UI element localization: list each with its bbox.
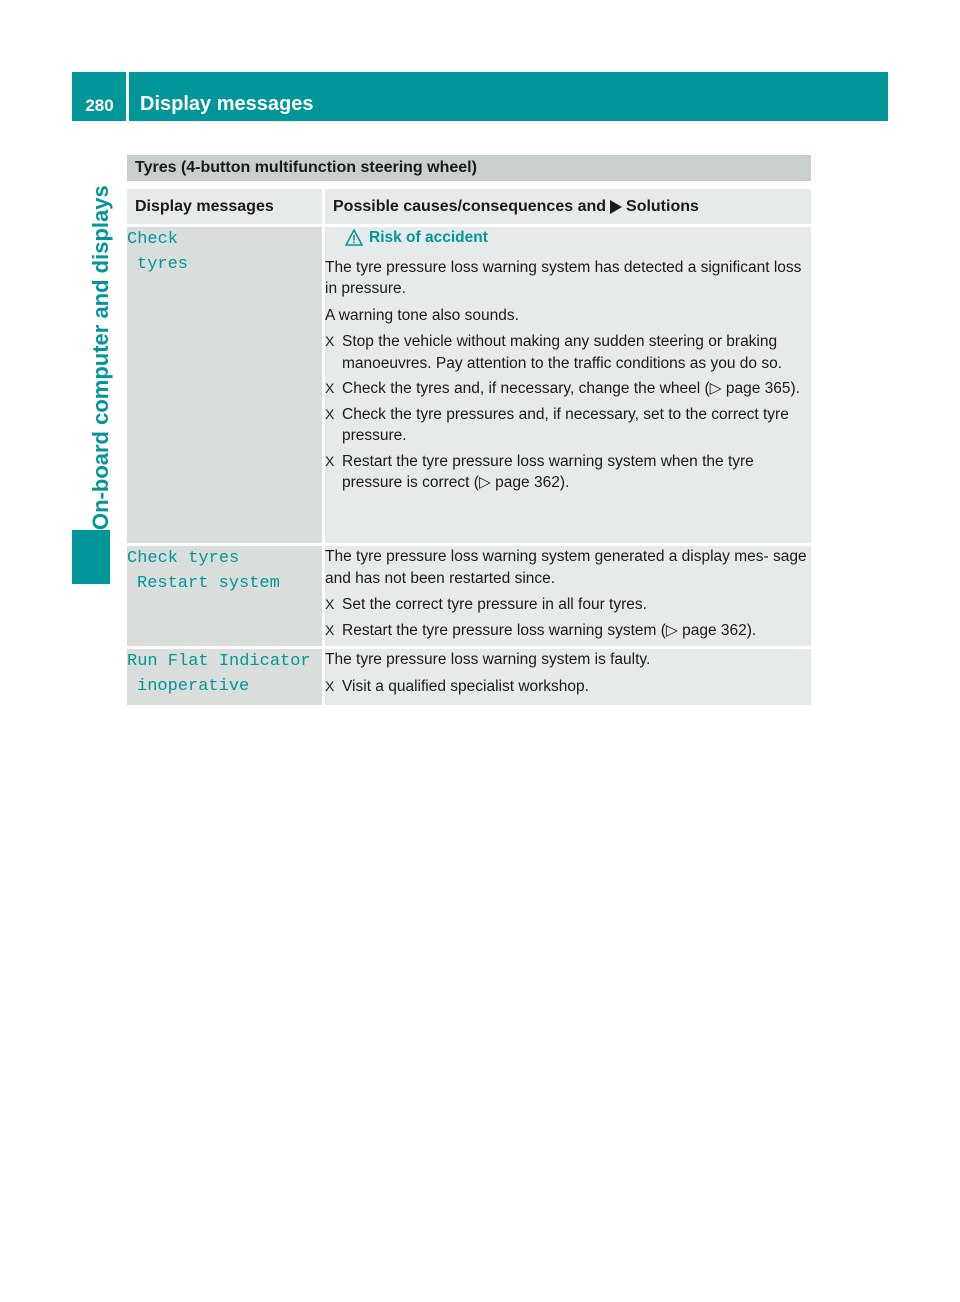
display-message-line1: Check tyres [127, 549, 240, 568]
step-arrow-icon: X [325, 621, 335, 638]
display-message-line2: inoperative [137, 677, 250, 696]
table-title: Tyres (4-button multifunction steering wheel) [127, 155, 811, 181]
step-arrow-icon: X [325, 677, 335, 694]
header-divider [126, 72, 129, 121]
display-message-cell [127, 649, 324, 705]
table-row [127, 546, 811, 646]
solution-step: X Stop the vehicle without making any sudden steering or braking manoeuvres. Pay attention to the traffic conditions as you do so. [325, 333, 783, 372]
display-message-line2: Restart system [137, 574, 280, 593]
col-header-display-messages: Display messages [127, 189, 324, 224]
solution-step: X Restart the tyre pressure loss warning system (▷ page 362). [325, 620, 811, 642]
step-arrow-icon: X [325, 452, 335, 469]
warning-label: Risk of accident [369, 229, 488, 246]
page-title: Display messages [140, 93, 314, 115]
description-text: The tyre pressure loss warning system generated a display mes- sage and has not been restarted since. [325, 548, 807, 587]
col-header-solutions-label: Solutions [626, 198, 699, 215]
display-message-cell [127, 227, 324, 543]
step-arrow-icon: X [325, 333, 335, 349]
description-text: The tyre pressure loss warning system has detected a significant loss in pressure. [325, 258, 802, 297]
table-row [127, 649, 811, 705]
display-message-line1: Check [127, 230, 179, 249]
display-message-line2: tyres [137, 255, 189, 274]
solution-cell [324, 546, 812, 646]
warning-block [345, 227, 811, 249]
col-header-causes-label: Possible causes/consequences and [333, 198, 607, 215]
solution-cell [324, 227, 812, 543]
page-number: 280 [85, 96, 114, 115]
solution-step: X Restart the tyre pressure loss warning system when the tyre pressure is correct (▷ page 362). [325, 452, 754, 491]
step-arrow-icon: X [325, 596, 335, 612]
solution-cell [324, 649, 812, 705]
description-text: The tyre pressure loss warning system is faulty. [325, 651, 651, 668]
table-row [127, 227, 811, 543]
table-header-row [127, 189, 811, 224]
description-text: A warning tone also sounds. [325, 306, 519, 324]
solution-step: X Check the tyres and, if necessary, change the wheel (▷ page 365). [325, 378, 811, 400]
display-messages-table [127, 189, 811, 705]
chapter-side-marker [72, 530, 110, 584]
solution-step: X Check the tyre pressures and, if necessary, set to the correct tyre pressure. [325, 405, 789, 444]
display-message-cell [127, 546, 324, 646]
solution-arrow-icon [610, 200, 622, 214]
col-header-causes-solutions [324, 189, 812, 224]
display-message-line1: Run Flat Indicator [127, 652, 311, 671]
warning-triangle-icon [345, 229, 363, 246]
step-arrow-icon: X [325, 405, 335, 422]
step-arrow-icon: X [325, 380, 335, 396]
chapter-side-title: On-board computer and displays [88, 185, 113, 530]
solution-step: X Visit a qualified specialist workshop. [325, 676, 811, 698]
solution-step: X Set the correct tyre pressure in all four tyres. [325, 594, 811, 616]
